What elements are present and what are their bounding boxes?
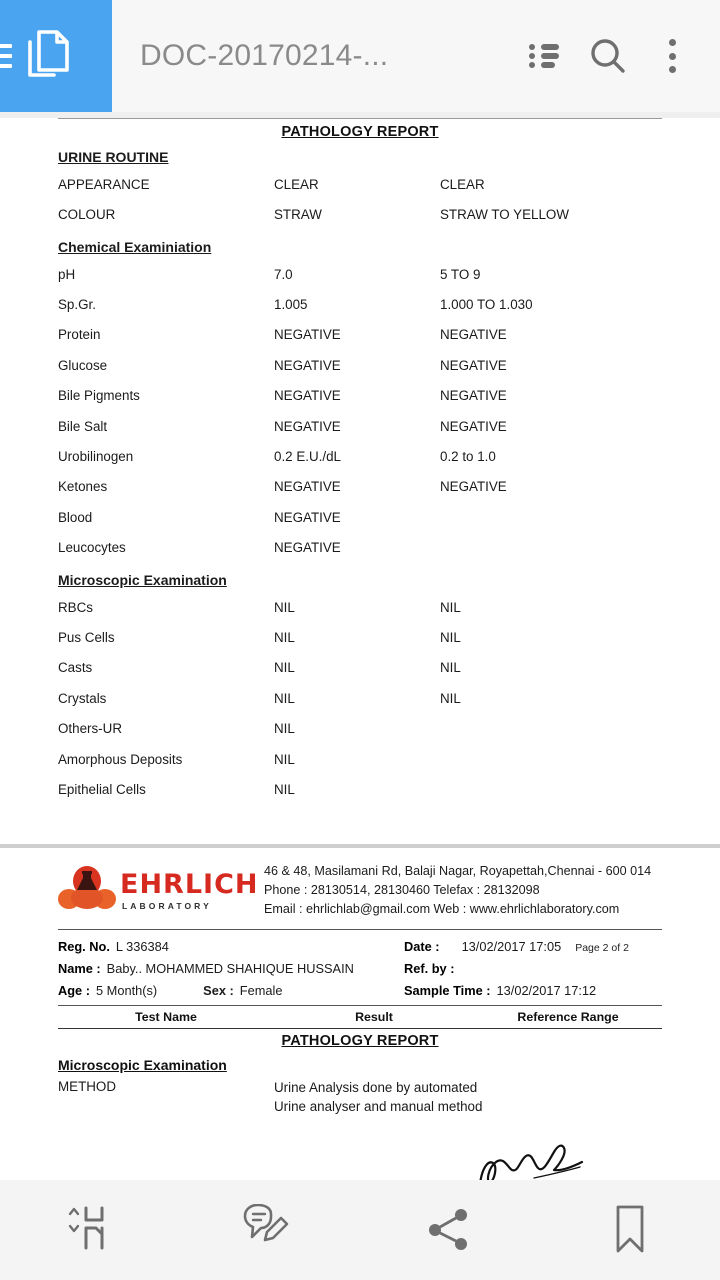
method-row bbox=[58, 1079, 676, 1115]
cell-name: Amorphous Deposits bbox=[58, 751, 183, 767]
column-header-reference-range: Reference Range bbox=[517, 1010, 619, 1025]
laboratory-letterhead bbox=[44, 848, 676, 925]
sex-label: Sex : bbox=[203, 982, 234, 998]
cell-reference: NEGATIVE bbox=[440, 418, 507, 434]
cell-result: NIL bbox=[274, 630, 295, 646]
section-header-row bbox=[58, 140, 690, 169]
cell-result: NIL bbox=[274, 751, 295, 767]
page2-section-head: Microscopic Examination bbox=[58, 1057, 227, 1074]
cell-name: APPEARANCE bbox=[58, 176, 150, 192]
cell-result: NIL bbox=[274, 782, 295, 798]
document-title: DOC-20170214-... bbox=[140, 39, 389, 72]
table-row bbox=[58, 381, 690, 411]
more-vertical-icon[interactable] bbox=[640, 24, 704, 88]
date-label: Date : bbox=[404, 938, 440, 954]
cell-result: NEGATIVE bbox=[274, 418, 341, 434]
name-value: Baby.. MOHAMMED SHAHIQUE HUSSAIN bbox=[106, 960, 354, 976]
table-row bbox=[58, 744, 690, 774]
cell-reference: STRAW TO YELLOW bbox=[440, 207, 569, 222]
name-label: Name : bbox=[58, 960, 101, 976]
cell-result: 1.005 bbox=[274, 296, 308, 312]
method-label: METHOD bbox=[58, 1079, 117, 1095]
cell-result: NEGATIVE bbox=[274, 479, 341, 495]
cell-reference: NIL bbox=[440, 599, 461, 615]
cell-name: Casts bbox=[58, 660, 93, 676]
section-header-row bbox=[58, 230, 690, 259]
letterhead-email: Email : ehrlichlab@gmail.com Web : www.ehrlichlaboratory.com bbox=[264, 902, 620, 917]
reg-no-value: L 336384 bbox=[115, 938, 169, 954]
section-header-label: URINE ROUTINE bbox=[58, 149, 169, 165]
age-label: Age : bbox=[58, 982, 90, 998]
cell-name: Leucocytes bbox=[58, 540, 126, 556]
bottom-toolbar bbox=[0, 1180, 720, 1280]
cell-reference: NIL bbox=[440, 660, 461, 676]
table-row bbox=[58, 533, 690, 563]
logo-name: EHRLICH bbox=[120, 868, 259, 900]
table-row bbox=[58, 623, 690, 653]
cell-name: Others-UR bbox=[58, 721, 122, 737]
cell-reference: 5 TO 9 bbox=[440, 266, 481, 282]
cell-result: NEGATIVE bbox=[274, 327, 341, 343]
sample-time-value: 13/02/2017 17:12 bbox=[496, 982, 597, 998]
cell-reference: NIL bbox=[440, 690, 461, 706]
table-row bbox=[58, 411, 690, 441]
method-value bbox=[274, 1079, 482, 1115]
document-page-1 bbox=[0, 118, 720, 844]
cell-reference bbox=[440, 714, 690, 744]
cell-name: Protein bbox=[58, 327, 101, 343]
cell-result: NEGATIVE bbox=[274, 388, 341, 404]
cell-name: pH bbox=[58, 266, 76, 282]
cell-result: NIL bbox=[274, 660, 295, 676]
cell-result: 0.2 E.U./dL bbox=[274, 448, 341, 464]
age-value: 5 Month(s) bbox=[96, 982, 158, 998]
handwritten-signature bbox=[474, 1138, 624, 1180]
info-row-reg-date bbox=[58, 935, 662, 957]
column-header-test-name: Test Name bbox=[135, 1010, 197, 1025]
page2-report-title: PATHOLOGY REPORT bbox=[281, 1033, 439, 1050]
cell-result: NEGATIVE bbox=[274, 509, 341, 525]
method-line-1: Urine Analysis done by automated bbox=[274, 1080, 478, 1096]
cell-reference bbox=[440, 502, 690, 532]
cell-name: COLOUR bbox=[58, 207, 116, 222]
copy-documents-icon[interactable] bbox=[26, 28, 72, 85]
table-row bbox=[58, 200, 690, 230]
table-row bbox=[58, 683, 690, 713]
cell-reference: NIL bbox=[440, 630, 461, 646]
cell-result: NEGATIVE bbox=[274, 357, 341, 373]
cell-name: RBCs bbox=[58, 599, 93, 615]
method-line-2: Urine analyser and manual method bbox=[274, 1098, 483, 1114]
cell-name: Glucose bbox=[58, 357, 108, 373]
info-row-age-sex-sample bbox=[58, 979, 662, 1001]
table-row bbox=[58, 714, 690, 744]
document-scroll-area[interactable] bbox=[0, 112, 720, 1180]
cell-reference: 1.000 TO 1.030 bbox=[440, 296, 533, 312]
date-value: 13/02/2017 17:05 bbox=[461, 938, 562, 954]
hamburger-menu-icon[interactable] bbox=[0, 44, 12, 68]
cell-name: Crystals bbox=[58, 690, 107, 706]
cell-name: Blood bbox=[58, 509, 93, 525]
cell-name: Bile Salt bbox=[58, 418, 108, 434]
patient-info-block bbox=[58, 930, 662, 1001]
cell-reference bbox=[440, 533, 690, 563]
table-row bbox=[58, 592, 690, 622]
cell-name: Ketones bbox=[58, 479, 108, 495]
cell-result: NIL bbox=[274, 721, 295, 737]
table-row bbox=[58, 320, 690, 350]
cell-reference: 0.2 to 1.0 bbox=[440, 448, 496, 464]
bookmark-button[interactable] bbox=[540, 1180, 720, 1280]
cell-reference bbox=[440, 775, 690, 805]
cell-reference: NEGATIVE bbox=[440, 479, 507, 495]
ehrlich-logo bbox=[58, 865, 259, 917]
cell-reference bbox=[440, 744, 690, 774]
share-button[interactable] bbox=[360, 1180, 540, 1280]
ref-by-label: Ref. by : bbox=[404, 960, 455, 976]
table-row bbox=[58, 259, 690, 289]
cell-result: NEGATIVE bbox=[274, 540, 341, 556]
page1-report-title: PATHOLOGY REPORT bbox=[281, 124, 439, 140]
annotate-button[interactable] bbox=[180, 1180, 360, 1280]
table-row bbox=[58, 350, 690, 380]
top-app-bar bbox=[0, 0, 720, 112]
cell-result: STRAW bbox=[274, 207, 322, 222]
cell-reference: NEGATIVE bbox=[440, 357, 507, 373]
letterhead-contact bbox=[254, 862, 651, 919]
page1-results-table bbox=[58, 140, 690, 805]
sample-time-label: Sample Time : bbox=[404, 982, 491, 998]
nav-drawer-panel bbox=[0, 0, 112, 112]
cell-result: NIL bbox=[274, 599, 295, 615]
sex-value: Female bbox=[239, 982, 283, 998]
document-page-2 bbox=[0, 848, 720, 1180]
cell-result: CLEAR bbox=[274, 176, 319, 192]
cell-reference: NEGATIVE bbox=[440, 388, 507, 404]
table-row bbox=[58, 289, 690, 319]
top-bar-actions bbox=[512, 24, 720, 88]
cell-name: Urobilinogen bbox=[58, 448, 134, 464]
cell-name: Sp.Gr. bbox=[58, 296, 96, 312]
table-row bbox=[58, 653, 690, 683]
cell-name: Epithelial Cells bbox=[58, 782, 146, 798]
section-header-label: Chemical Examiniation bbox=[58, 238, 212, 255]
table-row bbox=[58, 441, 690, 471]
table-row bbox=[58, 169, 690, 199]
cell-name: Pus Cells bbox=[58, 630, 115, 646]
reg-no-label: Reg. No. bbox=[58, 938, 110, 954]
fit-page-button[interactable] bbox=[0, 1180, 180, 1280]
bulleted-list-icon[interactable] bbox=[512, 24, 576, 88]
page-number: Page 2 of 2 bbox=[575, 941, 629, 954]
section-header-row bbox=[58, 563, 690, 592]
page1-results-body bbox=[58, 140, 690, 805]
section-header-label: Microscopic Examination bbox=[58, 572, 227, 589]
ehrlich-logo-mark-icon bbox=[58, 865, 116, 917]
cell-name: Bile Pigments bbox=[58, 388, 140, 404]
column-header-result: Result bbox=[355, 1010, 393, 1025]
table-row bbox=[58, 775, 690, 805]
logo-subtitle: LABORATORY bbox=[122, 900, 212, 911]
table-row bbox=[58, 472, 690, 502]
letterhead-phone: Phone : 28130514, 28130460 Telefax : 28132098 bbox=[264, 883, 540, 898]
search-icon[interactable] bbox=[576, 24, 640, 88]
letterhead-address: 46 & 48, Masilamani Rd, Balaji Nagar, Royapettah,Chennai - 600 014 bbox=[264, 864, 652, 878]
cell-reference: NEGATIVE bbox=[440, 327, 507, 343]
ehrlich-logo-text bbox=[120, 868, 259, 911]
cell-result: NIL bbox=[274, 690, 295, 706]
cell-reference: CLEAR bbox=[440, 176, 485, 192]
results-column-headers bbox=[58, 1005, 662, 1029]
info-row-name-refby bbox=[58, 957, 662, 979]
table-row bbox=[58, 502, 690, 532]
cell-result: 7.0 bbox=[274, 266, 293, 282]
